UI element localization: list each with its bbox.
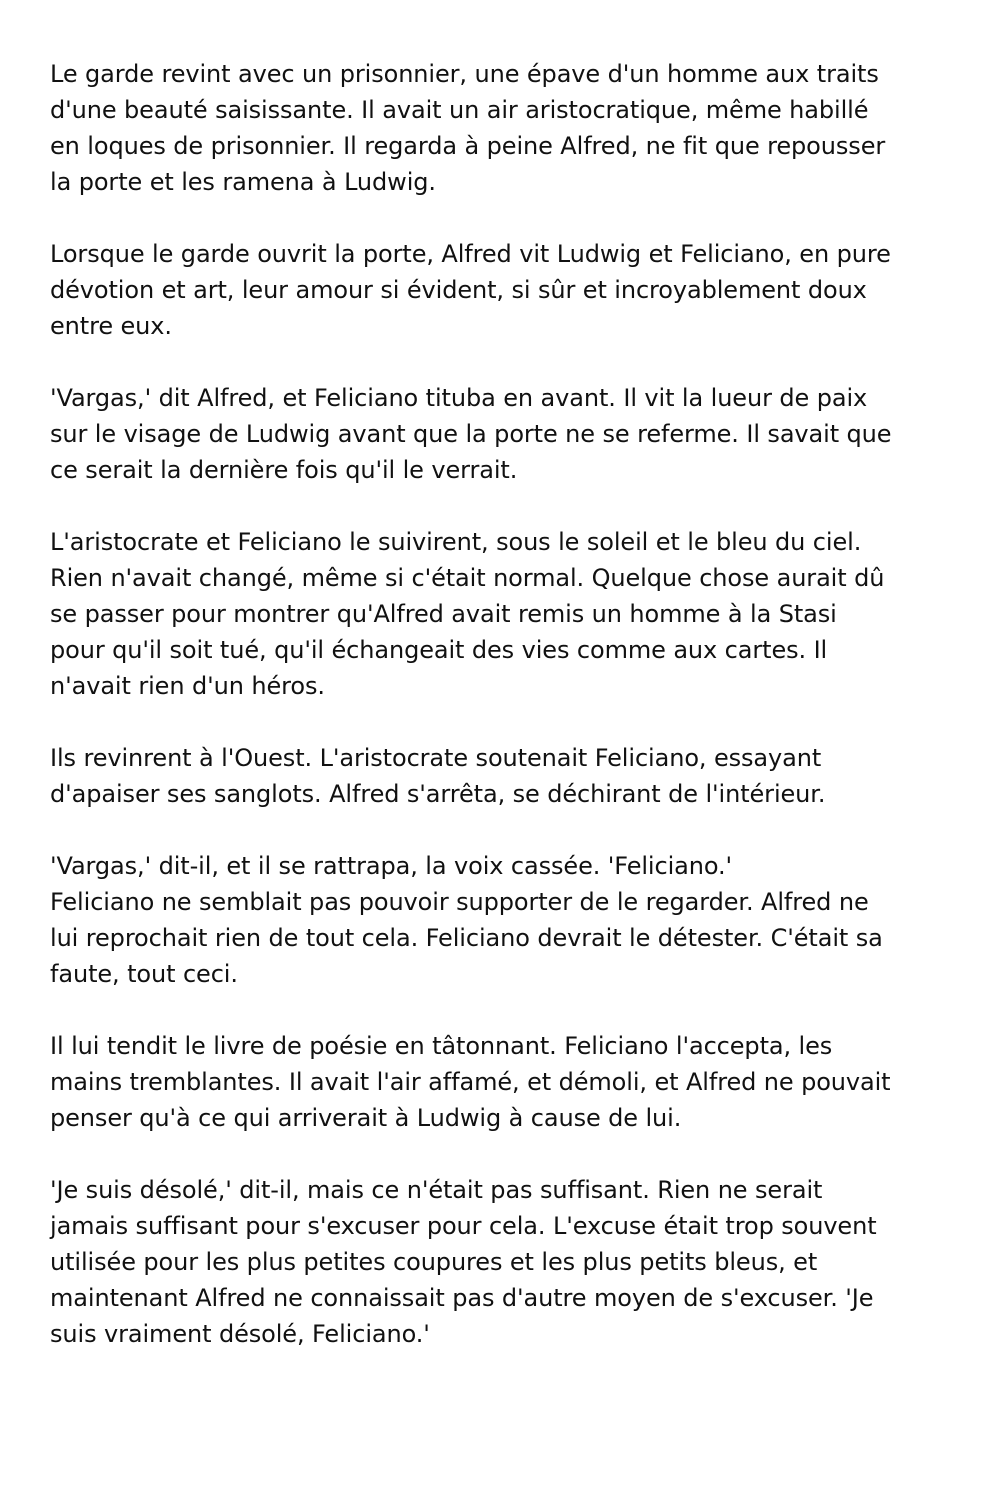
text-line: Lorsque le garde ouvrit la porte, Alfred vit Ludwig et Feliciano, en pure [50,240,891,268]
text-line: n'avait rien d'un héros. [50,672,325,700]
paragraph [50,848,960,992]
paragraph [50,236,960,344]
text-line: en loques de prisonnier. Il regarda à peine Alfred, ne fit que repousser [50,132,886,160]
text-line: d'une beauté saisissante. Il avait un air aristocratique, même habillé [50,96,869,124]
text-line: faute, tout ceci. [50,960,238,988]
text-line: 'Vargas,' dit-il, et il se rattrapa, la voix cassée. 'Feliciano.' [50,852,733,880]
text-line: 'Vargas,' dit Alfred, et Feliciano tituba en avant. Il vit la lueur de paix [50,384,868,412]
text-line: L'aristocrate et Feliciano le suivirent, sous le soleil et le bleu du ciel. [50,528,862,556]
text-line: mains tremblantes. Il avait l'air affamé, et démoli, et Alfred ne pouvait [50,1068,891,1096]
text-line: entre eux. [50,312,172,340]
text-line: Le garde revint avec un prisonnier, une épave d'un homme aux traits [50,60,879,88]
text-line: ce serait la dernière fois qu'il le verrait. [50,456,518,484]
paragraph [50,380,960,488]
text-line: d'apaiser ses sanglots. Alfred s'arrêta, se déchirant de l'intérieur. [50,780,826,808]
text-line: suis vraiment désolé, Feliciano.' [50,1320,430,1348]
text-line: Feliciano ne semblait pas pouvoir supporter de le regarder. Alfred ne [50,888,869,916]
document-page [50,56,960,1388]
paragraph [50,56,960,200]
paragraph [50,1172,960,1352]
text-line: Rien n'avait changé, même si c'était normal. Quelque chose aurait dû [50,564,885,592]
paragraph [50,1028,960,1136]
paragraph [50,740,960,812]
paragraph [50,524,960,704]
text-line: penser qu'à ce qui arriverait à Ludwig à cause de lui. [50,1104,682,1132]
text-line: se passer pour montrer qu'Alfred avait remis un homme à la Stasi [50,600,837,628]
text-line: dévotion et art, leur amour si évident, si sûr et incroyablement doux [50,276,867,304]
text-line: Ils revinrent à l'Ouest. L'aristocrate soutenait Feliciano, essayant [50,744,822,772]
text-line: utilisée pour les plus petites coupures et les plus petits bleus, et [50,1248,818,1276]
text-line: la porte et les ramena à Ludwig. [50,168,436,196]
text-line: 'Je suis désolé,' dit-il, mais ce n'était pas suffisant. Rien ne serait [50,1176,823,1204]
text-line: sur le visage de Ludwig avant que la porte ne se referme. Il savait que [50,420,892,448]
text-line: lui reprochait rien de tout cela. Feliciano devrait le détester. C'était sa [50,924,883,952]
text-line: jamais suffisant pour s'excuser pour cela. L'excuse était trop souvent [50,1212,877,1240]
text-line: maintenant Alfred ne connaissait pas d'autre moyen de s'excuser. 'Je [50,1284,874,1312]
text-line: Il lui tendit le livre de poésie en tâtonnant. Feliciano l'accepta, les [50,1032,833,1060]
text-line: pour qu'il soit tué, qu'il échangeait des vies comme aux cartes. Il [50,636,828,664]
